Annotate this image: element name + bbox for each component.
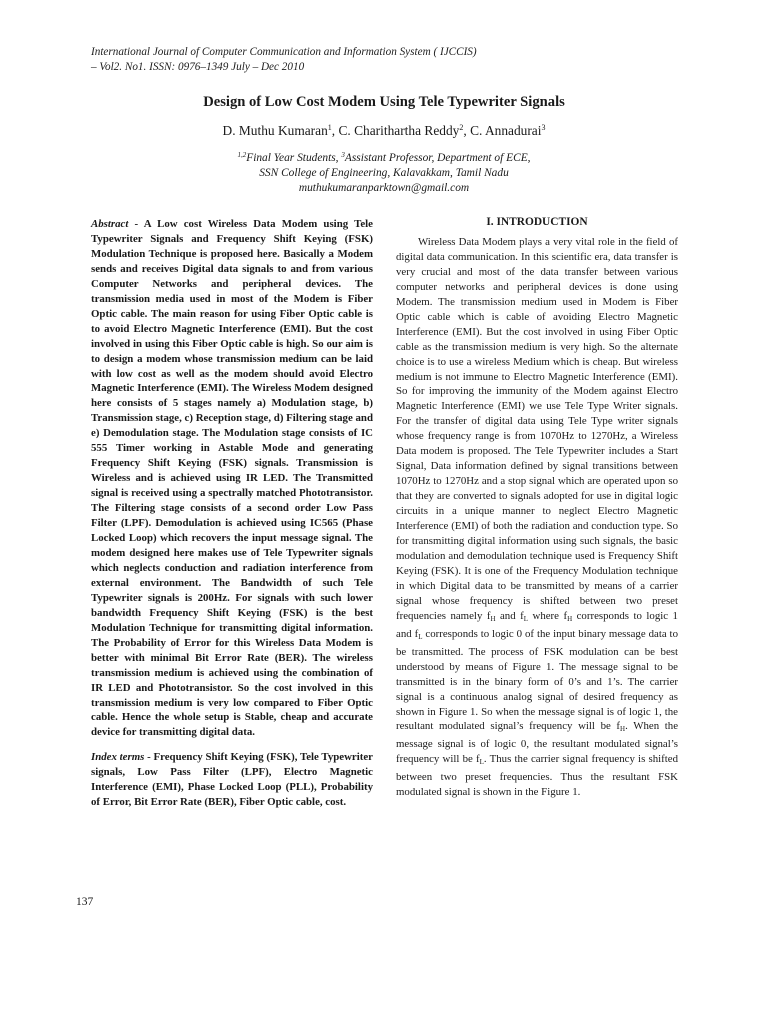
author-list: D. Muthu Kumaran$^1$, C. Charithartha Reddy$^2$, C. Annadurai$^3$ bbox=[222, 123, 546, 138]
subscript: H bbox=[620, 725, 626, 734]
affiliation-line-1 bbox=[0, 148, 768, 166]
index-terms bbox=[91, 750, 373, 810]
subscript: L bbox=[523, 614, 529, 623]
right-column bbox=[396, 215, 678, 800]
introduction-paragraph bbox=[396, 235, 678, 800]
journal-line-1: International Journal of Computer Communication and Information System ( IJCCIS) bbox=[91, 46, 477, 58]
author-sup: 3 bbox=[541, 123, 546, 132]
intro-text: where f bbox=[528, 609, 568, 622]
author-name: C. Charithartha Reddy bbox=[338, 123, 460, 138]
subscript: L bbox=[418, 632, 423, 641]
left-column bbox=[91, 217, 373, 810]
intro-text: corresponds to logic 0 of the input binary message data to be transmitted. The process of FSK modulation can be best understood by means of Figure 1. The message signal to be transmitted is in the binary form of 0’s and 1’s. The carrier signal is a continuous analog signal of desired frequency as shown in Figure 1. So when the message signal is of logic 1, the resultant modulated signal’s frequency will be f bbox=[396, 627, 678, 733]
author-name: D. Muthu Kumaran bbox=[222, 123, 328, 138]
abstract bbox=[91, 217, 373, 740]
author-name: C. Annadurai bbox=[470, 123, 542, 138]
affiliation-sup: 1,2 bbox=[237, 151, 247, 159]
affiliation-line-2: SSN College of Engineering, Kalavakkam, Tamil Nadu bbox=[259, 166, 509, 179]
affiliation-department: Assistant Professor, Department of ECE, bbox=[344, 152, 531, 164]
index-terms-text: - Frequency Shift Keying (FSK), Tele Typewriter signals, Low Pass Filter (LPF), Electro Magnetic Interference (EMI), Phase Locked Loop (PLL), Probability of Error, Bit Error Rate (BER), Fiber Optic cable, cost. bbox=[91, 751, 373, 809]
affiliation-sup: 3 bbox=[341, 151, 345, 159]
page-number: 137 bbox=[76, 896, 94, 908]
index-terms-label: Index terms bbox=[91, 751, 145, 764]
journal-header bbox=[91, 45, 711, 74]
intro-text: . When the message signal is of logic 0, the resultant modulated signal’s frequency will be f bbox=[396, 720, 679, 766]
abstract-label: Abstract bbox=[91, 218, 129, 230]
author-sup: 2 bbox=[459, 123, 464, 132]
author-email: muthukumaranparktown@gmail.com bbox=[298, 181, 470, 194]
subscript: H bbox=[567, 614, 573, 623]
affiliation-role: Final Year Students, bbox=[246, 152, 342, 164]
intro-text: Wireless Data Modem plays a very vital role in the field of digital data communication. In this scientific era, data transfer is very crucial and most of the data transfer between various computer networks and peripheral devices is done using Modem. The transmission medium used in Modem is Fiber Optic cable which is cable of avoiding Electro Magnetic Interference (EMI). But the cost involved in using Fiber Optic cable as the transmission medium is very high. So the alternate choice is to use a wireless Medium which is cheap. But wireless medium is not immune to Electro Magnetic Interference (EMI). So for improving the immunity of the Modem against Electro Magnetic Interference (EMI) we use Tele Type Writer signals. For the transfer of digital data using Tele Type writer signals whose frequency range is from 1070Hz to 1270Hz, a Wireless Data modem is proposed. The Tele Typewriter includes a Start Signal, Data information defined by signal transitions between 1070Hz to 1270Hz and a stop signal which are operated upon so that they are converted to signals adopted for use in digital logic circuits in a unique manner to neglect Electro Magnetic Interference (EMI) of both the radiation and conduction type. So for transmitting digital information using such signals, the basic modulation and demodulation technique used is Frequency Shift Keying (FSK). It is one of the Frequency Modulation technique in which Digital data to be transmitted by means of a carrier signal whose frequency is shifted between two preset frequencies namely f bbox=[396, 235, 678, 622]
intro-text: . Thus the carrier signal frequency is shifted between two preset frequencies. Thus the resultant FSK modulated signal is shown in the Figure 1. bbox=[396, 753, 678, 799]
affiliation bbox=[0, 148, 768, 195]
abstract-text: - A Low cost Wireless Data Modem using Tele Typewriter Signals and Frequency Shift Keying (FSK) Modulation Technique is proposed here. Basically a Modem sends and receives Digital data signals to and from various Computer Networks and peripheral devices. The transmission media used in most of the Modem is Fiber Optic cable. The main reason for using Fiber Optic cable is to avoid Electro Magnetic Interference (EMI). But the cost involved in using this Fiber Optic cable is high. So our aim is to design a modem whose transmission medium can be laid with low cost as well as the modem should avoid Electro Magnetic Interference (EMI). The Wireless Modem designed here consists of 5 stages namely a) Modulation stage, b) Transmission stage, c) Reception stage, d) Filtering stage and e) Demodulation stage. The Modulation stage consists of IC 555 Timer working in Astable Mode and generating Frequency Shift Keying (FSK) signals. Transmission is Wireless and is achieved using IR LED. The Transmitted signal is received using a spectrally matched Phototransistor. The Filtering stage consists of a second order Low Pass Filter (LPF). Demodulation is achieved using IC565 (Phase Locked Loop) which recovers the input message signal. The modem designed here makes use of Tele Typewriter signals which neglects conduction and radiation interference from external environment. The Bandwidth of such Tele Typewriter signals is 200Hz. For signals with such lower bandwidth Frequency Shift Keying (FSK) is the best Modulation Technique for transmitting digital information. The Probability of Error for this Wireless Data Modem is better with minimal Bit Error Rate (BER). The wireless transmission medium is achieved using the combination of IR LED and Phototransistor. So the cost involved in this transmission medium is very low compared to Fiber Optic cable. Hence the whole setup is Stable, cheap and accurate device for transmitting digital data. bbox=[91, 218, 373, 739]
paper-title: Design of Low Cost Modem Using Tele Typewriter Signals bbox=[203, 94, 565, 110]
author-sup: 1 bbox=[327, 123, 332, 132]
subscript: L bbox=[479, 758, 484, 767]
subscript: H bbox=[490, 614, 496, 623]
section-heading: I. INTRODUCTION bbox=[486, 216, 588, 228]
intro-text: corresponds to logic 1 and f bbox=[396, 609, 678, 640]
journal-line-2: – Vol2. No1. ISSN: 0976–1349 July – Dec 2010 bbox=[91, 60, 305, 73]
intro-text: and f bbox=[495, 609, 524, 622]
